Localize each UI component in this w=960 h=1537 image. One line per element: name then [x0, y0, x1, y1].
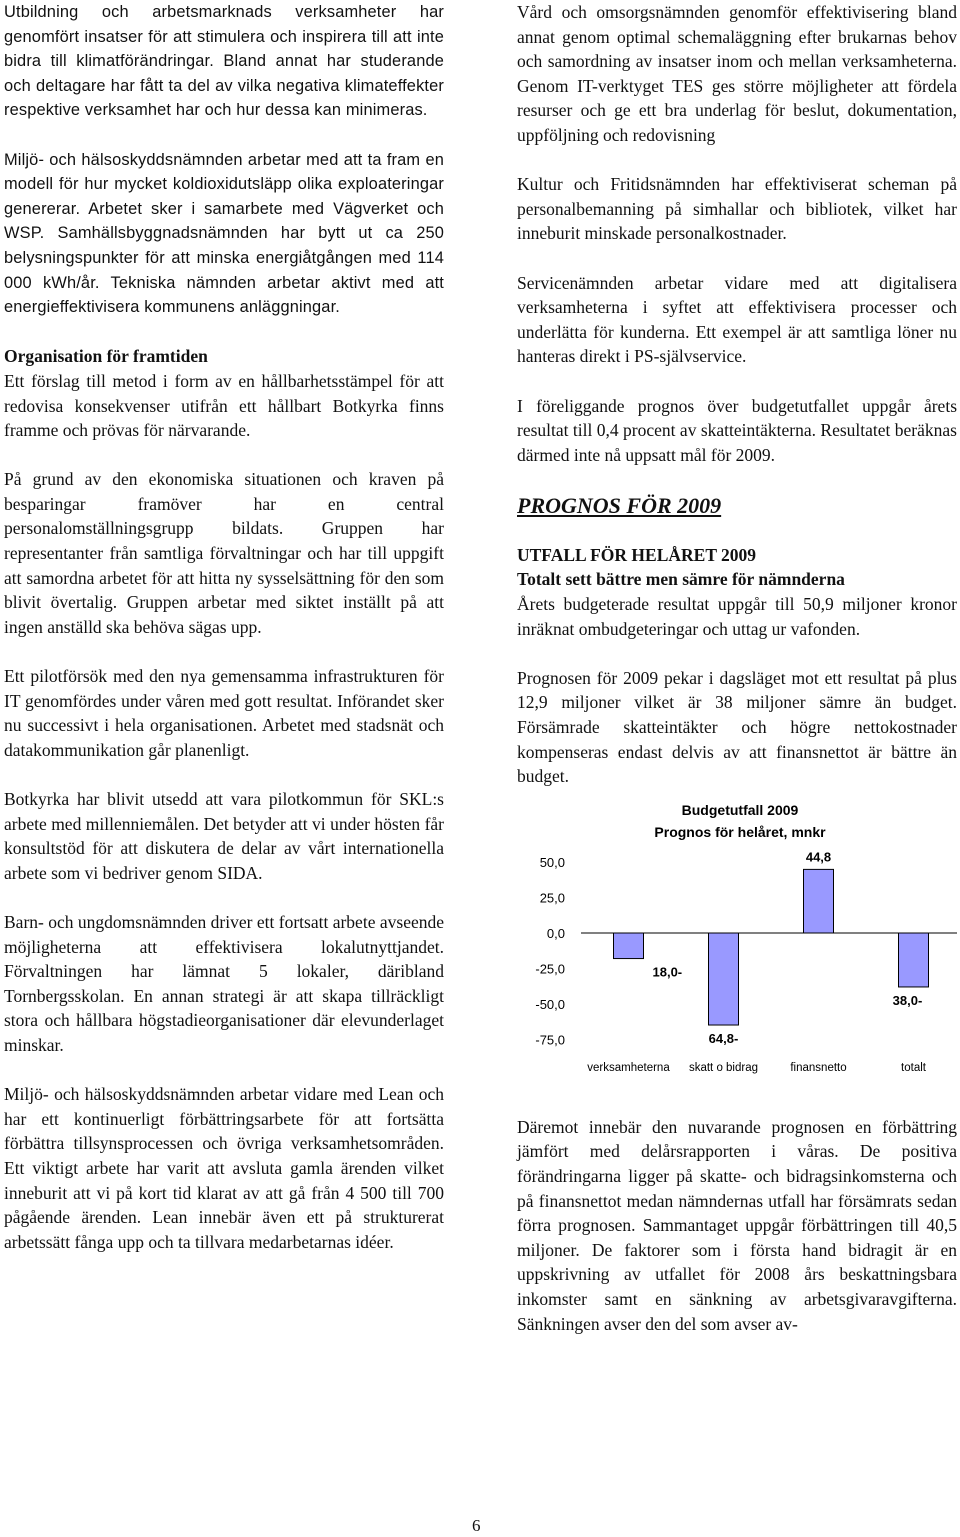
- y-tick-label: -50,0: [535, 996, 565, 1012]
- paragraph-culture-board: Kultur och Fritidsnämnden har effektiviserat scheman på personalbemanning på simhallar och bibliotek, vilket har inneburit minskade personalkostnader.: [517, 174, 957, 244]
- heading-utfall: UTFALL FÖR HELÅRET 2009: [517, 544, 757, 565]
- x-tick-label: finansnetto: [790, 1061, 847, 1074]
- paragraph-environment-board: Miljö- och hälsoskyddsnämnden arbetar med att ta fram en modell för hur mycket koldioxidutsläpp olika exploateringar genererar. Arbetet sker i samarbete med Vägverket och WSP. Samhällsbyggnadsnämnden har bytt ut ca 250 belysningspunkter för att minska energiåtgången med 114 000 kWh/år. Tekniska nämnden arbetar aktivt med att energieffektivisera kommunens anläggningar.: [4, 150, 444, 317]
- paragraph-budget-forecast: I föreliggande prognos över budgetutfallet uppgår årets resultat till 0,4 procent av skatteintäkterna. Resultatet beräknas därmed inte nå uppsatt mål för 2009.: [517, 395, 957, 465]
- data-label: 64,8-: [708, 1030, 739, 1046]
- paragraph-youth-board: Barn- och ungdomsnämnden driver ett fortsatt arbete avseende möjligheterna att effektivisera lokalutnyttjandet. Förvaltningen har lämnat 5 lokaler, däribland Tornbergsskolan. En annan strategi är att skapa tillräckligt stora och hållbara högstadieorganisationer där elevunderlaget minskar.: [4, 911, 444, 1055]
- paragraph-forecast-result: Prognosen för 2009 pekar i dagsläget mot ett resultat på plus 12,9 miljoner vilket är 38 miljoner sämre än budget. Försämrade skatteintäkter och högre nettokostnader kompenseras endast delvis av att finansnettot är bättre än budget.: [517, 667, 957, 787]
- chart-subtitle: Prognos för helåret, mnkr: [654, 823, 826, 840]
- paragraph-climate-education: Utbildning och arbetsmarknads verksamheter har genomfört insatser för att stimulera och inspirera till att inte bidra till klimatförändringar. Bland annat har studerande och deltagare har fått ta del av vilka negativa klimateffekter respektive verksamhet har och hur dessa kan minimeras.: [4, 3, 444, 120]
- heading-prognos: PROGNOS FÖR 2009: [517, 492, 722, 518]
- y-tick-label: -25,0: [535, 961, 565, 977]
- bar: [804, 869, 834, 933]
- paragraph-improvement: Däremot innebär den nuvarande prognosen en förbättring jämfört med delårsrapporten i våras. De positiva förändringarna ligger på skatte- och bidragsinkomsterna och på finansnettot medan nämndernas utfall har försämrats sedan förra prognosen. Sammantaget uppgår förbättringen till 40,5 miljoner. De faktorer som i första hand bidragit är en uppskrivning av utfallet för 2008 års beskattningsbara inkomster samt en sänkning av arbetsgivaravgifterna. Sänkningen avser den del som avser av-: [517, 1116, 957, 1334]
- y-tick-label: 0,0: [546, 925, 565, 941]
- right-column: [517, 0, 957, 1361]
- x-tick-label: skatt o bidrag: [688, 1061, 759, 1074]
- page-number: 6: [472, 1516, 481, 1535]
- y-tick-label: -75,0: [535, 1032, 565, 1048]
- paragraph-lean: Miljö- och hälsoskyddsnämnden arbetar vidare med Lean och har ett kontinuerligt förbättringsarbete för att fortsätta förbättra tillsynsprocessen och övriga verksamhetsområden. Ett viktigt arbete har varit att avsluta gamla ärenden vilket inneburit att vi på kort tid klarat av att gå från 4 500 till 700 pågående ärenden. Lean innebär även ett på strukturerat arbetssätt fånga upp och ta tillvara medarbetarnas idéer.: [4, 1084, 444, 1252]
- budget-chart-svg: [517, 795, 957, 1095]
- y-tick-label: 50,0: [539, 854, 565, 870]
- paragraph-it-pilot: Ett pilotförsök med den nya gemensamma infrastrukturen för IT genomfördes under våren med gott resultat. Införandet sker nu successivt i hela organisationen. Arbetet med stadsnät och datakommunikation går planenligt.: [4, 666, 444, 760]
- paragraph-sustainability-stamp: Ett förslag till metod i form av en hållbarhetsstämpel för att redovisa konsekvenser utifrån ett hållbart Botkyrka finns framme och prövas för närvarande.: [4, 370, 444, 441]
- paragraph-millennium-goals: Botkyrka har blivit utsedd att vara pilotkommun för SKL:s arbete med millenniemålen. Det betyder att vi under hösten får konsultstöd för att diskutera de delar av vårt internationella arbete som vi bedriver genom SIDA.: [4, 789, 444, 883]
- section-organisation: [4, 344, 444, 442]
- data-label: 18,0-: [652, 964, 683, 980]
- chart-title: Budgetutfall 2009: [681, 801, 799, 818]
- x-tick-label: totalt: [901, 1061, 926, 1074]
- data-label: 44,8: [805, 849, 832, 865]
- x-tick-label: verksamheterna: [587, 1061, 670, 1074]
- bar: [899, 933, 929, 987]
- paragraph-budgeted-result: Årets budgeterade resultat uppgår till 50,9 miljoner kronor inräknat ombudgeteringar och uttag ur vafonden.: [517, 594, 957, 639]
- budget-chart: [517, 795, 957, 1095]
- left-column: [4, 0, 444, 1279]
- section-heading-organisation: Organisation för framtiden: [4, 346, 208, 367]
- bar: [614, 933, 644, 959]
- bar: [709, 933, 739, 1025]
- paragraph-care-board: Vård och omsorgsnämnden genomför effektivisering bland annat genom optimal schemaläggning efter brukarnas behov och samordning av insatser inom och mellan verksamheterna. Genom IT-verktyget TES ges större möjligheter att fördela resurser och ge ett bra underlag för beslut, dokumentation, uppföljning och redovisning: [517, 2, 957, 145]
- subheading-overall: Totalt sett bättre men sämre för nämnderna: [517, 569, 845, 590]
- data-label: 38,0-: [892, 992, 923, 1008]
- paragraph-staffing-group: På grund av den ekonomiska situationen och kraven på besparingar framöver har en central personalomställningsgrupp bildats. Gruppen har representanter från samtliga förvaltningar och har till uppgift att samordna arbetet för att hitta ny sysselsättning för den som blivit övertalig. Gruppen arbetar med siktet inställt på att ingen anställd ska behöva sägas upp.: [4, 469, 444, 637]
- y-tick-label: 25,0: [539, 890, 565, 906]
- paragraph-service-board: Servicenämnden arbetar vidare med att digitalisera verksamheterna i syftet att effektivisera processer och underlätta för kunderna. Ett exempel är att samtliga löner nu hanteras direkt i PS-självservice.: [517, 272, 957, 367]
